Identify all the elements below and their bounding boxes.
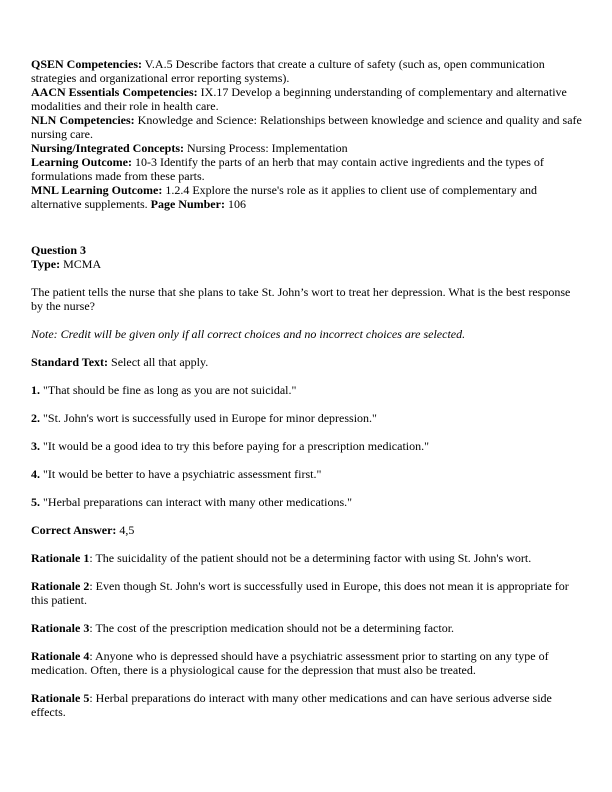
option-text: "Herbal preparations can interact with many other medications." — [43, 495, 353, 509]
rationale-3 — [31, 621, 582, 635]
rationale-5 — [31, 691, 582, 719]
question-stem — [31, 285, 582, 313]
rationale-label: Rationale 2 — [31, 579, 90, 593]
question-stem-text: The patient tells the nurse that she plans to take St. John’s wort to treat her depression. What is the best response by the nurse? — [31, 285, 571, 313]
question-type — [31, 257, 582, 271]
option-number: 2. — [31, 411, 40, 425]
meta-text: IX.17 Develop a beginning understanding of complementary and alternative modalities and their role in health care. — [31, 85, 567, 113]
rationale-1 — [31, 551, 582, 565]
meta-text: Knowledge and Science: Relationships between knowledge and science and quality and safe nursing care. — [31, 113, 582, 141]
answer-option-4 — [31, 467, 582, 481]
meta-label: Learning Outcome: — [31, 155, 132, 169]
correct-answer — [31, 523, 582, 537]
rationale-2 — [31, 579, 582, 607]
meta-text: V.A.5 Describe factors that create a culture of safety (such as, open communication strategies and organizational error reporting systems). — [31, 57, 545, 85]
document-content — [31, 57, 582, 719]
standard-text — [31, 355, 582, 369]
option-text: "That should be fine as long as you are not suicidal." — [43, 383, 297, 397]
meta-text: 10-3 Identify the parts of an herb that may contain active ingredients and the types of formulations made from these parts. — [31, 155, 544, 183]
rationale-text: : The suicidality of the patient should not be a determining factor with using St. John's wort. — [89, 551, 532, 565]
rationale-text: : Herbal preparations do interact with many other medications and can have serious adverse side effects. — [31, 691, 552, 719]
option-text: "It would be better to have a psychiatric assessment first." — [43, 467, 322, 481]
question-note — [31, 327, 582, 341]
page-number-label: Page Number: — [150, 197, 225, 211]
answer-option-3 — [31, 439, 582, 453]
option-text: "It would be a good idea to try this before paying for a prescription medication." — [43, 439, 430, 453]
correct-answer-value: 4,5 — [119, 523, 135, 537]
meta-line-aacn-essentials-competencies — [31, 85, 582, 113]
question-heading-text: Question 3 — [31, 243, 87, 257]
meta-line-qsen-competencies — [31, 57, 582, 85]
meta-label: NLN Competencies: — [31, 113, 135, 127]
rationale-label: Rationale 3 — [31, 621, 90, 635]
meta-label: QSEN Competencies: — [31, 57, 142, 71]
option-number: 1. — [31, 383, 40, 397]
meta-line-mnl-learning-outcome — [31, 183, 582, 211]
option-text: "St. John's wort is successfully used in Europe for minor depression." — [43, 411, 377, 425]
rationale-label: Rationale 1 — [31, 551, 90, 565]
meta-line-nln-competencies — [31, 113, 582, 141]
rationale-text: : The cost of the prescription medication should not be a determining factor. — [89, 621, 455, 635]
rationale-text: : Even though St. John's wort is successfully used in Europe, this does not mean it is appropriate for this patient. — [31, 579, 569, 607]
rationale-4 — [31, 649, 582, 677]
question-type-value: MCMA — [63, 257, 102, 271]
correct-answer-label: Correct Answer: — [31, 523, 117, 537]
page-number-value: 106 — [227, 197, 246, 211]
meta-line-learning-outcome — [31, 155, 582, 183]
meta-label: Nursing/Integrated Concepts: — [31, 141, 184, 155]
meta-label: AACN Essentials Competencies: — [31, 85, 198, 99]
rationale-text: : Anyone who is depressed should have a psychiatric assessment prior to starting on any type of medication. Often, there is a physiological cause for the depression that must also be treated. — [31, 649, 549, 677]
meta-line-nursing-integrated-concepts — [31, 141, 582, 155]
rationale-label: Rationale 5 — [31, 691, 90, 705]
standard-text-label: Standard Text: — [31, 355, 109, 369]
meta-text: 1.2.4 Explore the nurse's role as it applies to client use of complementary and alternative supplements. — [31, 183, 538, 211]
rationale-label: Rationale 4 — [31, 649, 90, 663]
answer-option-1 — [31, 383, 582, 397]
option-number: 4. — [31, 467, 40, 481]
question-note-text: Note: Credit will be given only if all correct choices and no incorrect choices are selected. — [31, 327, 466, 341]
option-number: 5. — [31, 495, 40, 509]
meta-label: MNL Learning Outcome: — [31, 183, 163, 197]
question-type-label: Type: — [31, 257, 61, 271]
meta-text: Nursing Process: Implementation — [187, 141, 348, 155]
question-heading — [31, 243, 582, 257]
standard-text-value: Select all that apply. — [111, 355, 209, 369]
answer-option-2 — [31, 411, 582, 425]
option-number: 3. — [31, 439, 40, 453]
answer-option-5 — [31, 495, 582, 509]
